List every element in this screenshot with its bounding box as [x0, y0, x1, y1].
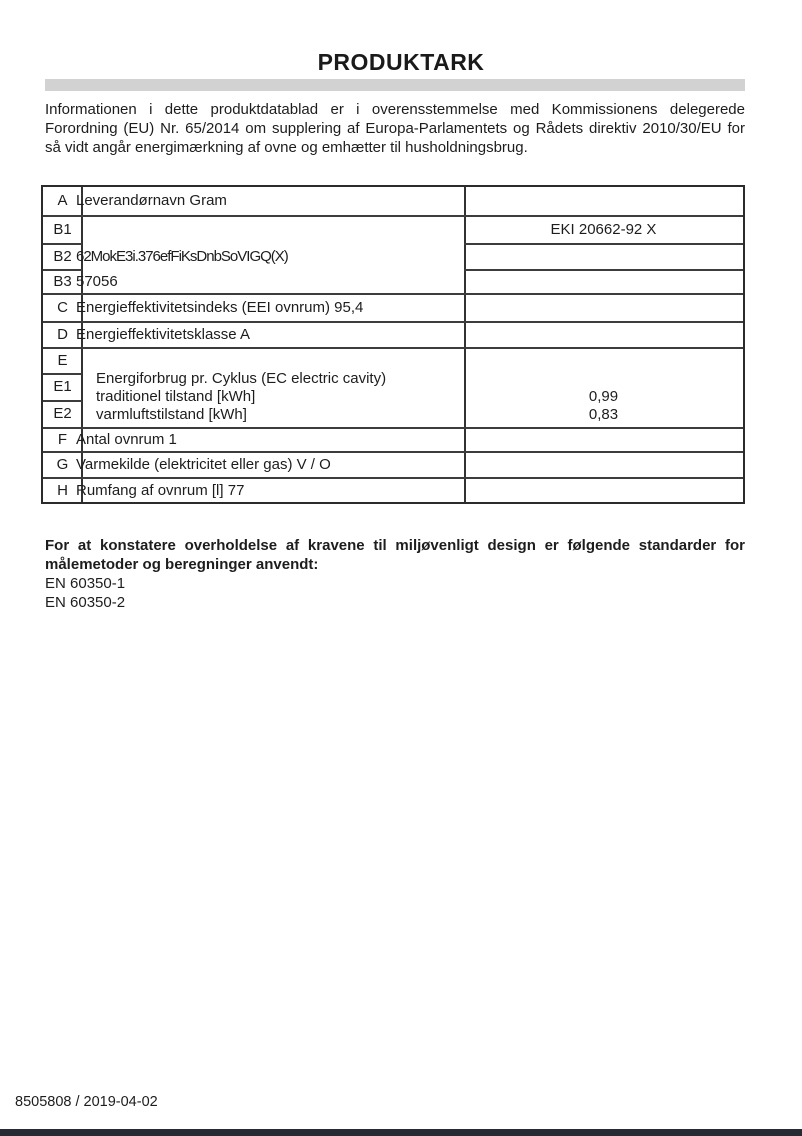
table-label-cell-border	[43, 373, 82, 375]
page-title: PRODUKTARK	[317, 49, 485, 75]
table-row-border	[43, 347, 743, 349]
table-row-border	[43, 477, 743, 479]
row-code-b1: B1	[53, 221, 72, 238]
row-label-e1: traditionel tilstand [kWh]	[96, 388, 256, 405]
row-label-h: Rumfang af ovnrum [l] 77	[76, 482, 245, 499]
standards-heading-line: målemetoder og beregninger anvendt:	[45, 556, 319, 573]
intro-line: Forordning (EU) Nr. 65/2014 om supplering af Europa-Parlamentets og Rådets direktiv 2010/30/EU for	[45, 120, 745, 137]
standard-item: EN 60350-2	[45, 594, 126, 611]
row-label-f: Antal ovnrum 1	[76, 431, 177, 448]
row-label-e: Energiforbrug pr. Cyklus (EC electric cavity)	[96, 370, 387, 387]
standard-item: EN 60350-1	[45, 575, 126, 592]
bottom-bar	[0, 1129, 802, 1136]
table-label-cell-border	[43, 269, 82, 271]
row-code-e: E	[57, 352, 68, 369]
row-label-g: Varmekilde (elektricitet eller gas) V / O	[76, 456, 331, 473]
table-row-border	[43, 427, 743, 429]
row-code-h: H	[57, 482, 68, 499]
table-label-cell-border	[43, 243, 82, 245]
row-value-e1: 0,99	[588, 388, 619, 405]
table-row-border	[43, 215, 743, 217]
row-label-b2: 62MokE3i.376efFiKsDnbSoVIGQ(X)	[76, 248, 288, 265]
standards-section	[45, 536, 745, 612]
row-code-e2: E2	[53, 405, 72, 422]
table-value-cell-border	[464, 243, 743, 245]
footer-doc-ref: 8505808 / 2019-04-02	[15, 1094, 158, 1110]
row-code-f: F	[57, 431, 68, 448]
row-label-d: Energieffektivitetsklasse A	[76, 326, 250, 343]
row-code-b2: B2	[53, 248, 72, 265]
intro-line: så vidt angår energimærkning af ovne og emhætter til husholdningsbrug.	[45, 139, 528, 156]
intro-line: Informationen i dette produktdatablad er i overensstemmelse med Kommissionens delegerede	[45, 101, 745, 118]
product-data-table	[41, 185, 745, 504]
row-label-c: Energieffektivitetsindeks (EEI ovnrum) 95,4	[76, 299, 364, 316]
standards-heading-line: For at konstatere overholdelse af kravene til miljøvenligt design er følgende standarder for	[45, 537, 745, 554]
row-code-d: D	[57, 326, 68, 343]
table-row-border	[43, 293, 743, 295]
row-value-e2: 0,83	[588, 406, 619, 423]
table-row-border	[43, 451, 743, 453]
row-label-a: Leverandørnavn Gram	[76, 192, 227, 209]
row-label-e2: varmluftstilstand [kWh]	[96, 406, 247, 423]
intro-paragraph	[45, 100, 745, 157]
row-label-b3: 57056	[76, 273, 118, 290]
table-label-cell-border	[43, 400, 82, 402]
row-code-g: G	[56, 456, 69, 473]
table-value-cell-border	[464, 269, 743, 271]
row-code-a: A	[57, 192, 68, 209]
row-code-b3: B3	[53, 273, 72, 290]
header-divider-bar	[45, 79, 745, 91]
row-code-c: C	[57, 299, 68, 316]
table-row-border	[43, 321, 743, 323]
row-code-e1: E1	[53, 378, 72, 395]
row-value-b1: EKI 20662-92 X	[550, 221, 657, 238]
